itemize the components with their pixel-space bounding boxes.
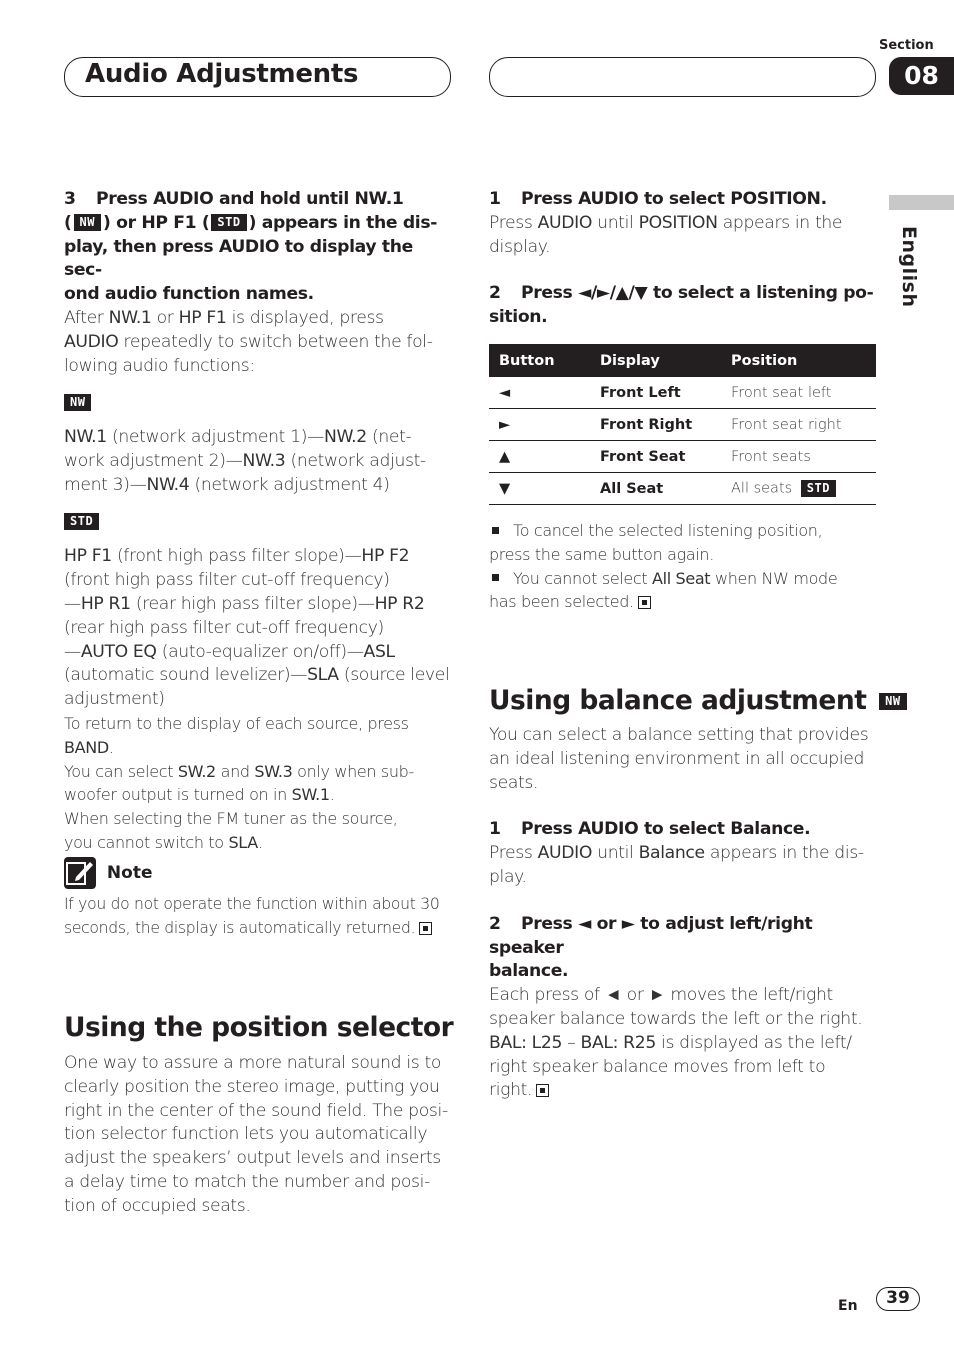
end-mark-icon <box>419 922 432 935</box>
end-mark-icon <box>638 596 651 609</box>
heading-position-selector: Using the position selector <box>64 1012 454 1043</box>
balance-step-1-title: 1 Press AUDIO to select Balance. <box>489 819 811 840</box>
step-2-title: 2 Press ◄/►/▲/▼ to select a listening po- <box>489 283 874 304</box>
bullet-item: You cannot select All Seat when NW mode <box>489 567 879 591</box>
note-block: Note If you do not operate the function within about 30 seconds, the display is automatically returned. <box>64 857 454 940</box>
page-title: Audio Adjustments <box>85 59 359 89</box>
position-intro: One way to assure a more natural sound is to clearly position the stereo image, putting you right in the center of the sound field. The posi- tion selector function lets you automatically adjust the speakers’ output levels and inserts a delay time to match the number and posi- tion of occupied seats. <box>64 1053 448 1216</box>
header-right-frame <box>489 57 876 97</box>
nw-badge: NW <box>64 394 91 411</box>
step-3-title: 3 Press AUDIO and hold until NW.1 <box>64 189 404 209</box>
table-row: ◄ Front Left Front seat left <box>489 377 876 409</box>
bullet-item: To cancel the selected listening position, <box>489 519 879 543</box>
std-badge: STD <box>211 214 246 231</box>
left-column: 3 Press AUDIO and hold until NW.1 ( NW ) or HP F1 ( STD ) appears in the dis- play, then press AUDIO to display the sec- ond audio function names. After NW.1 or HP F1 is displayed, press AUDIO repeatedly to switch between the fol- lowing audio functions: NW NW.1 (network adjustment 1)—NW.2 (net- work adjustment 2)—NW.3 (network adjust- ment 3)—NW.4 (network adjustment 4) STD HP F1 (front high pass filter slope)—HP F2 (front high pass filter cut-off frequency) —HP R1 (rear high pass filter slope)—HP R2 (rear high pass filter cut-off frequency) —AUTO EQ (auto-equalizer on/off)—ASL (automatic sound levelizer)—SLA (source level adjustment) To return to the display of each source, press BAND. You can select SW.2 and SW.3 only when sub- woofer output is turned on in SW.1. When selecting the FM tuner as the source, you cannot switch to SLA. <box>64 188 454 855</box>
right-bullets: To cancel the selected listening position, press the same button again. You cannot select All Seat when NW mode has been selected. <box>489 519 879 614</box>
right-column: 1 Press AUDIO to select POSITION. Press AUDIO until POSITION appears in the display. 2 Press ◄/►/▲/▼ to select a listening po- sition. <box>489 188 879 330</box>
nw-badge: NW <box>879 693 906 710</box>
table-header-row: Button Display Position <box>489 344 876 377</box>
step-1-title: 1 Press AUDIO to select POSITION. <box>489 189 827 209</box>
balance-section: You can select a balance setting that provides an ideal listening environment in all occupied seats. 1 Press AUDIO to select Balance. Press AUDIO until Balance appears in the dis- play. 2 Press ◄ or ► to adjust left/right speaker balance. Each press of ◄ or ► moves the left/right speaker balance towards the left or the right. BAL: L25 – BAL: R25 is displayed as the left/ right speaker balance moves from left to right. <box>489 724 879 1103</box>
note-text: If you do not operate the function within about 30 <box>64 895 440 913</box>
section-label: Section <box>879 38 934 53</box>
footer-lang-code: En <box>838 1298 858 1314</box>
note-title: Note <box>106 863 153 883</box>
nw-list: NW.1 (network adjustment 1)—NW.2 (net- <box>64 427 412 448</box>
language-tab <box>889 195 954 210</box>
bullet-item: When selecting the FM tuner as the source, <box>64 809 398 829</box>
std-badge: STD <box>801 480 836 497</box>
note-pencil-icon <box>64 857 96 889</box>
table-row: ► Front Right Front seat right <box>489 409 876 441</box>
page-number: 39 <box>876 1287 920 1311</box>
position-table <box>489 344 876 505</box>
table-row: ▲ Front Seat Front seats <box>489 441 876 473</box>
section-number: 08 <box>889 57 954 95</box>
nw-badge: NW <box>74 214 101 231</box>
std-badge: STD <box>64 513 99 530</box>
heading-balance-adjustment: Using balance adjustment NW <box>489 685 907 717</box>
end-mark-icon <box>536 1084 549 1097</box>
bullet-item: You can select SW.2 and SW.3 only when sub- <box>64 761 414 781</box>
table-row: ▼ All Seat All seats STD <box>489 473 876 505</box>
balance-step-2-title: 2 Press ◄ or ► to adjust left/right speaker <box>489 913 813 958</box>
language-label: English <box>898 226 920 308</box>
std-list: HP F1 (front high pass filter slope)—HP F2 <box>64 546 410 567</box>
bullet-item: To return to the display of each source, press <box>64 713 409 733</box>
